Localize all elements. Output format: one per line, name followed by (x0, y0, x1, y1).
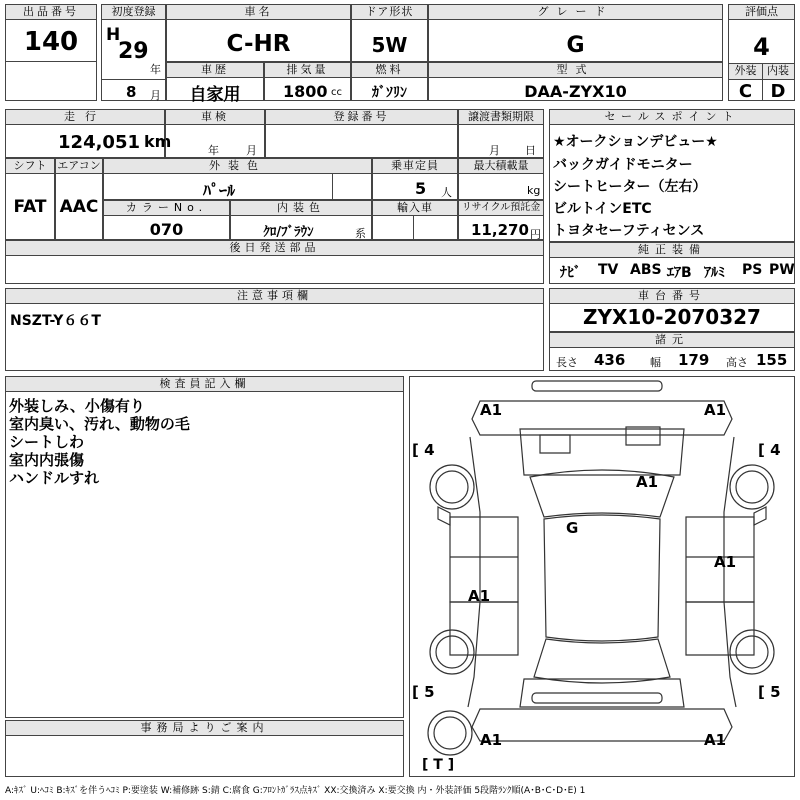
max-load-label: 最大積載量 (459, 159, 543, 174)
tire-spare: [ T ] (422, 757, 455, 773)
equip-tv: TV (598, 262, 619, 278)
notes-panel (5, 288, 544, 371)
sales-point-2: バックガイドモニター (553, 157, 693, 173)
grade-label: グレード (429, 5, 722, 20)
aircon-cell (55, 158, 103, 240)
width-label: 幅 (650, 356, 661, 369)
dims-panel (549, 332, 795, 371)
mark-front-right: A1 (704, 401, 727, 419)
car-name-label: 車名 (167, 5, 350, 20)
inspector-line-1: 外装しみ、小傷有り (9, 397, 145, 415)
import-cell (372, 200, 458, 240)
capacity-cell (372, 158, 458, 200)
dims-label: 諸元 (550, 333, 794, 348)
fuel-value: ｶﾞｿﾘﾝ (372, 85, 407, 101)
tire-rr: [ 5 (758, 683, 781, 701)
door-cell (351, 4, 428, 62)
mark-left-door: A1 (468, 587, 491, 605)
inspection-cell (165, 109, 265, 158)
aircon-label: エアコン (57, 159, 101, 172)
length-value: 436 (594, 351, 626, 369)
mileage-cell (5, 109, 172, 158)
equip-abs: ABS (630, 262, 662, 278)
year-value: 29 (118, 39, 149, 64)
import-label: 輸入車 (373, 201, 457, 216)
inspection-month-unit: 月 (246, 144, 257, 157)
chassis-label: 車台番号 (550, 289, 794, 304)
sales-point-4: ビルトインETC (553, 201, 652, 217)
equipment-label: 純正装備 (550, 243, 794, 258)
capacity-value: 5 (415, 179, 427, 198)
mileage-label: 走行 (6, 110, 164, 125)
recycle-unit: 円 (530, 228, 541, 241)
equip-airbag: ｴｱB (667, 265, 692, 281)
history-value: 自家用 (189, 85, 241, 105)
color-no-label: カラーNo. (104, 201, 229, 216)
displacement-label: 排気量 (265, 63, 350, 78)
notes-value: NSZT-Y６６T (10, 313, 101, 329)
mark-hood: A1 (636, 473, 659, 491)
ext-color-cell (103, 158, 372, 200)
first-registration-cell (101, 4, 166, 101)
shift-value: FAT (13, 197, 47, 217)
ext-score-label: 外装 (729, 64, 762, 79)
max-load-cell (458, 158, 544, 200)
notes-label: 注意事項欄 (6, 289, 543, 304)
history-cell (166, 62, 264, 105)
height-value: 155 (756, 351, 788, 369)
max-load-unit: kg (527, 184, 541, 197)
equip-ps: PS (742, 262, 763, 278)
inspector-line-4: 室内内張傷 (9, 451, 85, 469)
equip-navi: ﾅﾋﾞ (560, 265, 581, 281)
mark-front-left: A1 (480, 401, 503, 419)
color-no-cell (103, 200, 230, 240)
inspector-line-3: シートしわ (9, 433, 85, 451)
score-label: 評価点 (729, 5, 794, 20)
equip-pw: PW (769, 262, 795, 278)
mark-rear-right: A1 (704, 731, 727, 749)
height-label: 高さ (726, 356, 748, 369)
month-value: 8 (126, 83, 137, 101)
mark-right-door: A1 (714, 553, 737, 571)
grade-cell (428, 4, 723, 62)
sales-points-panel (549, 109, 795, 242)
tire-fr: [ 4 (758, 441, 781, 459)
recycle-cell (458, 200, 544, 240)
int-color-cell (230, 200, 372, 240)
month-unit: 月 (150, 89, 161, 102)
door-value: 5W (371, 33, 408, 57)
car-name-value: C-HR (226, 31, 291, 57)
mark-roof: G (566, 519, 579, 537)
score-value: 4 (753, 33, 770, 61)
inspector-line-2: 室内臭い、汚れ、動物の毛 (9, 415, 190, 433)
mark-rear-left: A1 (480, 731, 503, 749)
equipment-panel (549, 242, 795, 284)
shift-cell (5, 158, 55, 240)
ext-color-value: ﾊﾟｰﾙ (202, 181, 235, 200)
recycle-label: リサイクル預託金 (459, 201, 543, 216)
int-color-label: 内装色 (231, 201, 371, 216)
door-label: ドア形状 (352, 5, 427, 20)
year-unit: 年 (150, 63, 161, 76)
model-code-cell (428, 62, 723, 101)
office-panel (5, 720, 404, 777)
transfer-deadline-label: 譲渡書類期限 (459, 110, 543, 125)
sales-point-3: シートヒーター（左右） (553, 179, 707, 195)
registration-label: 登録番号 (266, 110, 457, 125)
length-label: 長さ (556, 356, 578, 369)
score-cell (728, 4, 795, 101)
sales-points-label: セールスポイント (550, 110, 794, 125)
int-color-unit: 系 (355, 227, 366, 240)
inspection-year-unit: 年 (208, 144, 219, 157)
inspector-line-5: ハンドルすれ (9, 469, 100, 487)
int-score-label: 内装 (762, 64, 794, 79)
ext-score-value: C (738, 81, 753, 102)
lot-number-cell (5, 4, 97, 101)
displacement-unit: cc (331, 87, 342, 98)
mileage-value: 124,051 (58, 132, 140, 153)
later-parts-cell (5, 240, 544, 284)
car-outline (410, 377, 794, 776)
ext-color-label: 外装色 (104, 159, 371, 174)
legend: A:ｷｽﾞ U:ﾍｺﾐ B:ｷｽﾞを伴うﾍｺﾐ P:要塗装 W:補修跡 S:錆 C:腐食 G:ﾌﾛﾝﾄｶﾞﾗｽ点ｷｽﾞ XX:交換済み X:要交換 内・外装評価 5段階ﾗﾝｸ順(A･B･C･D･E) 1 (5, 786, 586, 796)
chassis-panel (549, 288, 795, 332)
model-code-value: DAA-ZYX10 (524, 82, 627, 101)
office-label: 事務局よりご案内 (6, 721, 403, 736)
shift-label: シフト (6, 159, 54, 174)
deadline-day-unit: 日 (525, 144, 536, 157)
equip-alloy: ｱﾙﾐ (704, 265, 725, 281)
aircon-value: AAC (59, 197, 99, 217)
displacement-value: 1800 (283, 82, 328, 101)
int-score-value: D (770, 81, 786, 102)
car-name-cell (166, 4, 351, 62)
inspector-label: 検査員記入欄 (6, 377, 403, 392)
capacity-unit: 人 (441, 186, 452, 199)
fuel-label: 燃料 (352, 63, 427, 78)
inspection-label: 車検 (166, 110, 264, 125)
tire-fl: [ 4 (412, 441, 435, 459)
damage-diagram (409, 376, 795, 777)
grade-value: G (566, 33, 585, 58)
later-parts-label: 後日発送部品 (6, 241, 543, 256)
history-label: 車歴 (167, 63, 263, 78)
fuel-cell (351, 62, 428, 101)
width-value: 179 (678, 351, 710, 369)
chassis-value: ZYX10-2070327 (583, 305, 761, 329)
transfer-deadline-cell (458, 109, 544, 158)
int-color-value: ｸﾛ/ﾌﾞﾗｳﾝ (263, 225, 314, 240)
first-registration-label: 初度登録 (102, 5, 165, 20)
color-no-value: 070 (149, 220, 184, 239)
model-code-label: 型式 (429, 63, 722, 78)
recycle-value: 11,270 (471, 221, 529, 239)
inspector-panel (5, 376, 404, 718)
era-value: H (106, 25, 121, 45)
tire-rl: [ 5 (412, 683, 435, 701)
displacement-cell (264, 62, 351, 101)
sales-point-1: ★オークションデビュー★ (553, 134, 718, 150)
deadline-month-unit: 月 (489, 144, 500, 157)
lot-number-label: 出品番号 (6, 5, 96, 20)
capacity-label: 乗車定員 (373, 159, 457, 174)
sales-point-5: トヨタセーフティセンス (553, 223, 705, 239)
registration-cell (265, 109, 458, 158)
lot-number-value: 140 (23, 27, 79, 57)
mileage-unit: km (144, 132, 172, 151)
